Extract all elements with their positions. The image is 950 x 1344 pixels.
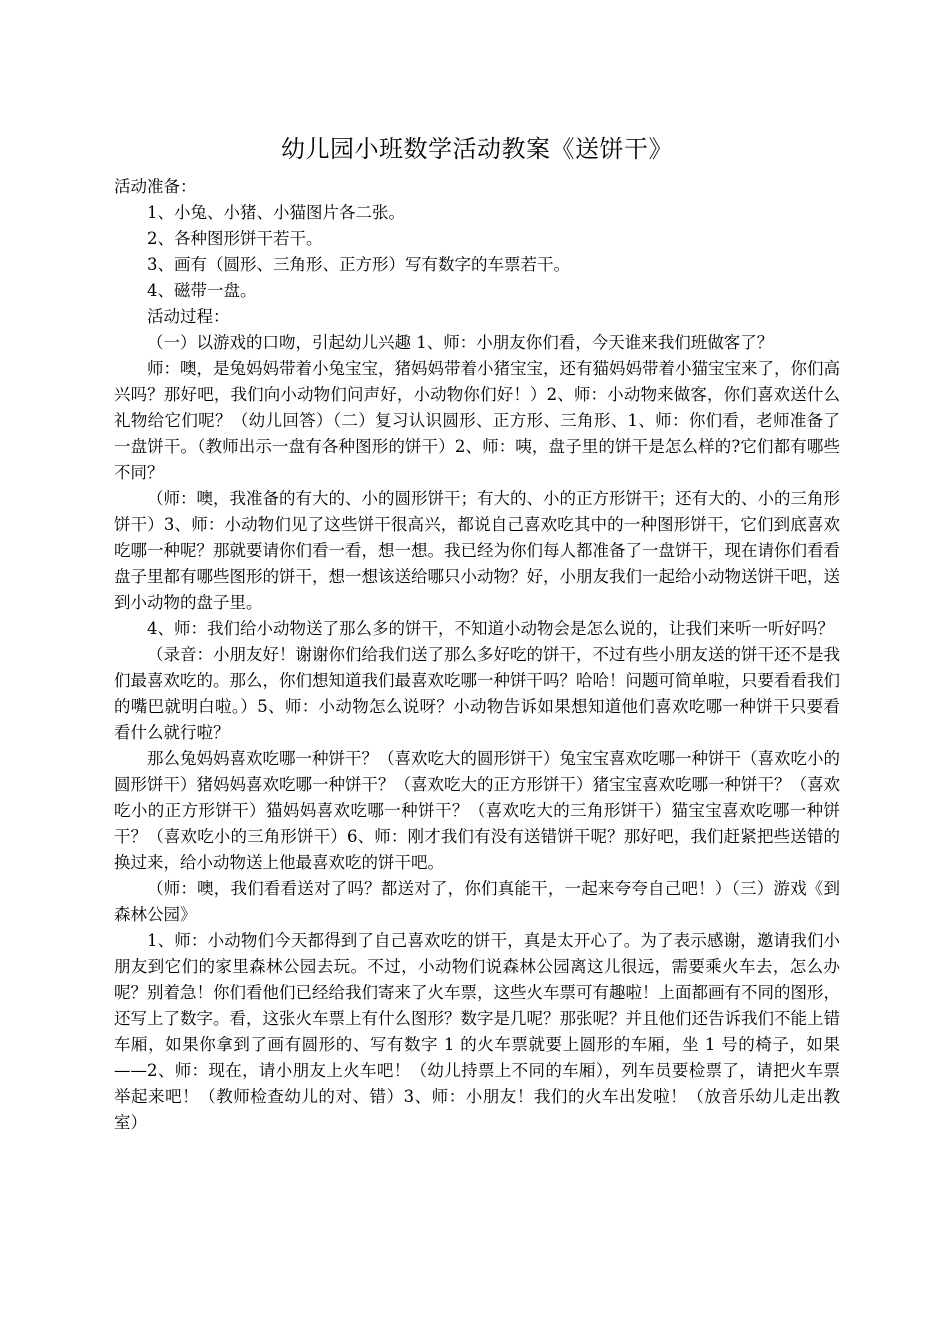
- paragraph-prep-2: 2、各种图形饼干若干。: [147, 229, 323, 248]
- paragraph-prep-1: 1、小兔、小猪、小猫图片各二张。: [147, 203, 405, 222]
- paragraph-process-3: （师：噢，我准备的有大的、小的圆形饼干；有大的、小的正方形饼干；还有大的、小的三角形饼干）3、师：小动物们见了这些饼干很高兴，都说自己喜欢吃其中的一种图形饼干，它们到底喜欢吃哪一种呢？那就要请你们看一看，想一想。我已经为你们每人都准备了一盘饼干，现在请你们看看盘子里都有哪些图形的饼干，想一想该送给哪只小动物？好，小朋友我们一起给小动物送饼干吧，送到小动物的盘子里。: [114, 489, 840, 612]
- paragraph-process-7: （师：噢，我们看看送对了吗？都送对了，你们真能干，一起来夸夸自己吧！）（三）游戏《到森林公园》: [114, 879, 840, 924]
- process-label: 活动过程：: [147, 307, 230, 326]
- paragraph-process-8: 1、师：小动物们今天都得到了自己喜欢吃的饼干，真是太开心了。为了表示感谢，邀请我们小朋友到它们的家里森林公园去玩。不过，小动物们说森林公园离这儿很远，需要乘火车去，怎么办呢？别着急！你们看他们已经给我们寄来了火车票，这些火车票可有趣啦！上面都画有不同的图形，还写上了数字。看，这张火车票上有什么图形？数字是几呢？那张呢？并且他们还告诉我们不能上错车厢，如果你拿到了画有圆形的、写有数字 1 的火车票就要上圆形的车厢，坐 1 号的椅子，如果——2、师：现在，请小朋友上火车吧！（幼儿持票上不同的车厢），列车员要检票了，请把火车票举起来吧！（教师检查幼儿的对、错）3、师：小朋友！我们的火车出发啦！（放音乐幼儿走出教室）: [114, 931, 840, 1132]
- paragraph-prep-3: 3、画有（圆形、三角形、正方形）写有数字的车票若干。: [147, 255, 570, 274]
- paragraph-process-2: 师：噢，是兔妈妈带着小兔宝宝，猪妈妈带着小猪宝宝，还有猫妈妈带着小猫宝宝来了，你们高兴吗？那好吧，我们向小动物们问声好，小动物你们好！）2、师：小动物来做客，你们喜欢送什么礼物给它们呢？（幼儿回答）（二）复习认识圆形、正方形、三角形、1、师：你们看，老师准备了一盘饼干。（教师出示一盘有各种图形的饼干）2、师：咦，盘子里的饼干是怎么样的?它们都有哪些不同？: [114, 359, 840, 482]
- prep-label: 活动准备：: [114, 177, 197, 196]
- paragraph-process-4: 4、师：我们给小动物送了那么多的饼干，不知道小动物会是怎么说的，让我们来听一听好吗？: [147, 619, 834, 638]
- document-page: [114, 132, 840, 1136]
- document-title: 幼儿园小班数学活动教案《送饼干》: [281, 135, 673, 163]
- paragraph-process-1: （一）以游戏的口吻，引起幼儿兴趣 1、师：小朋友你们看，今天谁来我们班做客了？: [147, 333, 774, 352]
- paragraph-process-6: 那么兔妈妈喜欢吃哪一种饼干？（喜欢吃大的圆形饼干）兔宝宝喜欢吃哪一种饼干（喜欢吃小的圆形饼干）猪妈妈喜欢吃哪一种饼干？（喜欢吃大的正方形饼干）猪宝宝喜欢吃哪一种饼干？（喜欢吃小的正方形饼干）猫妈妈喜欢吃哪一种饼干？（喜欢吃大的三角形饼干）猫宝宝喜欢吃哪一种饼干？（喜欢吃小的三角形饼干）6、师：刚才我们有没有送错饼干呢？那好吧，我们赶紧把些送错的换过来，给小动物送上他最喜欢吃的饼干吧。: [114, 749, 840, 872]
- paragraph-process-5: （录音：小朋友好！谢谢你们给我们送了那么多好吃的饼干，不过有些小朋友送的饼干还不是我们最喜欢吃的。那么，你们想知道我们最喜欢吃哪一种饼干吗？哈哈！问题可简单啦，只要看看我们的嘴巴就明白啦。）5、师：小动物怎么说呀？小动物告诉如果想知道他们喜欢吃哪一种饼干只要看看什么就行啦？: [114, 645, 840, 742]
- paragraph-prep-4: 4、磁带一盘。: [147, 281, 257, 300]
